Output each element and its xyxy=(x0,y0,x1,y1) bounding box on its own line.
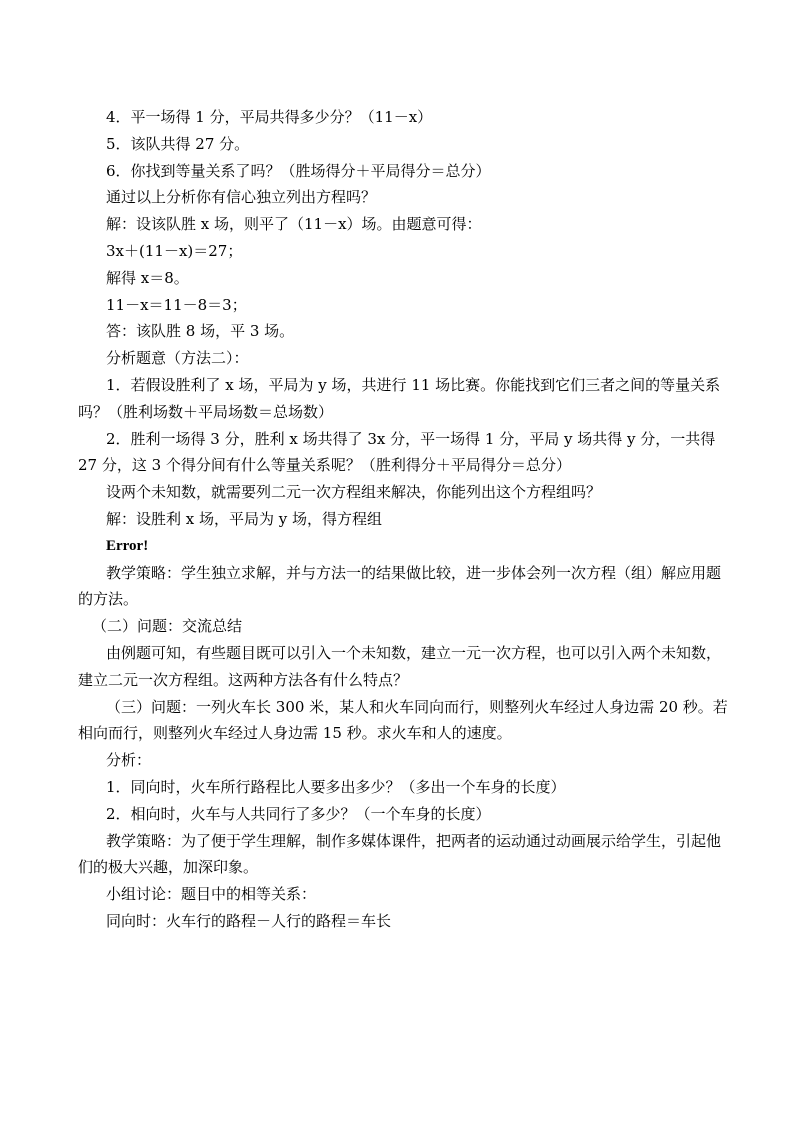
analysis-label: 分析： xyxy=(106,751,152,770)
problem-3-paragraph: （三）问题：一列火车长 300 米，某人和火车同向而行，则整列火车经过人身边需 20 秒。若相向而行，则整列火车经过人身边需 15 秒。求火车和人的速度。 xyxy=(78,697,728,743)
text-line-3: 6．你找到等量关系了吗？（胜场得分＋平局得分＝总分） xyxy=(106,161,491,180)
calc-line: 11－x＝11－8＝3； xyxy=(106,295,247,314)
analysis-q1: 1．同向时，火车所行路程比人要多出多少？（多出一个车身的长度） xyxy=(106,777,566,796)
text-line-4: 通过以上分析你有信心独立列出方程吗？ xyxy=(106,188,377,207)
teaching-strategy-2: 教学策略：为了便于学生理解，制作多媒体课件，把两者的运动通过动画展示给学生，引起他们的极大兴趣，加深印象。 xyxy=(78,831,722,877)
analysis-item-2: 2．胜利一场得 3 分，胜利 x 场共得了 3x 分，平一场得 1 分，平局 y 场共得 y 分，一共得 27 分，这 3 个得分间有什么等量关系呢？（胜利得分＋平局得分＝总分） xyxy=(78,429,716,475)
group-discussion: 小组讨论：题目中的相等关系： xyxy=(106,885,317,904)
summary-paragraph: 由例题可知，有些题目既可以引入一个未知数，建立一元一次方程，也可以引入两个未知数，建立二元一次方程组。这两种方法各有什么特点？ xyxy=(78,643,722,689)
text-line-5: 解：设该队胜 x 场，则平了（11－x）场。由题意可得： xyxy=(106,215,482,234)
error-placeholder: Error! xyxy=(106,537,149,554)
solution-line: 解得 x＝8。 xyxy=(106,268,189,287)
text-line-1: 4．平一场得 1 分，平局共得多少分？（11－x） xyxy=(106,108,433,126)
answer-line: 答：该队胜 8 场，平 3 场。 xyxy=(106,322,295,341)
equation-line: 3x＋(11－x)＝27； xyxy=(106,241,243,260)
analysis-item-1: 1．若假设胜利了 x 场，平局为 y 场，共进行 11 场比赛。你能找到它们三者之间的等量关系吗？（胜利场数＋平局场数＝总场数） xyxy=(78,375,721,421)
analysis-heading: 分析题意（方法二）： xyxy=(106,349,249,368)
text-line-14: 解：设胜利 x 场，平局为 y 场，得方程组 xyxy=(106,509,383,528)
text-line-2: 5．该队共得 27 分。 xyxy=(106,134,250,153)
teaching-strategy-1: 教学策略：学生独立求解，并与方法一的结果做比较，进一步体会列一次方程（组）解应用题的方法。 xyxy=(78,563,722,609)
section-heading-2: （二）问题：交流总结 xyxy=(92,617,243,636)
analysis-q2: 2．相向时，火车与人共同行了多少？（一个车身的长度） xyxy=(106,804,491,823)
text-line-13: 设两个未知数，就需要列二元一次方程组来解决，你能列出这个方程组吗？ xyxy=(106,483,602,502)
relation-line: 同向时：火车行的路程－人行的路程＝车长 xyxy=(106,911,392,930)
